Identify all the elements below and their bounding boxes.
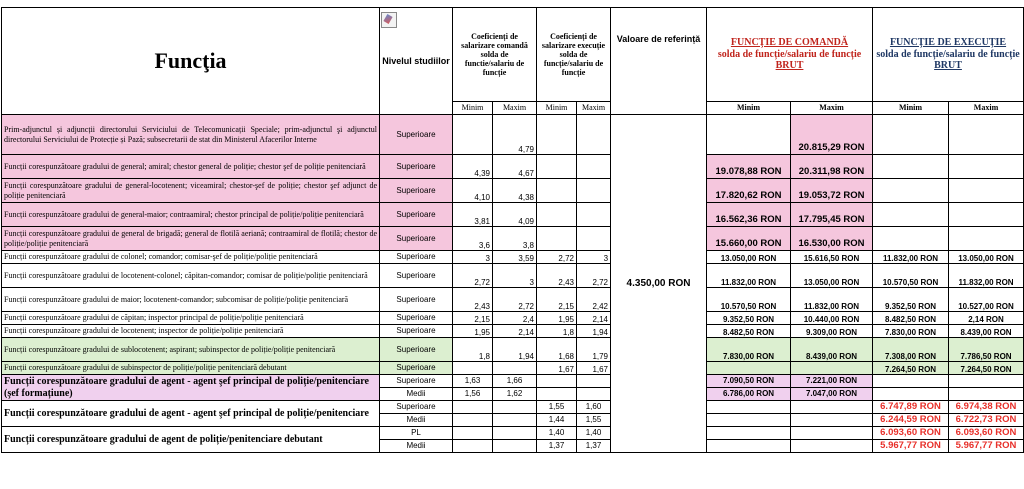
- table-row: [2, 338, 1024, 362]
- functia-cell: Funcții corespunzătoare gradului de subinspector de poliție/poliție penitenciară debutant: [2, 362, 380, 375]
- solda-comanda-min: 19.078,88 RON: [707, 155, 791, 179]
- solda-comanda-max: 20.311,98 RON: [791, 155, 873, 179]
- solda-executie-min: 7.830,00 RON: [873, 325, 949, 338]
- coef-executie-min: [537, 203, 577, 227]
- coef-comanda-max: 1,94: [493, 338, 537, 362]
- header-maxim: Maxim: [791, 102, 873, 115]
- coef-executie-max: [577, 227, 611, 251]
- header-maxim: Maxim: [577, 102, 611, 115]
- table-row: [2, 362, 1024, 375]
- coef-executie-max: 2,14: [577, 312, 611, 325]
- coef-comanda-min: 3,6: [453, 227, 493, 251]
- solda-comanda-max: 7.047,00 RON: [791, 388, 873, 401]
- solda-comanda-min: 8.482,50 RON: [707, 325, 791, 338]
- solda-executie-min: [873, 155, 949, 179]
- solda-executie-max: 2,14 RON: [949, 312, 1024, 325]
- studii-cell: Superioare: [380, 179, 453, 203]
- coef-executie-min: 2,43: [537, 264, 577, 288]
- studii-cell: Superioare: [380, 227, 453, 251]
- coef-executie-max: 2,72: [577, 264, 611, 288]
- studii-cell: Superioare: [380, 401, 453, 414]
- coef-executie-min: [537, 179, 577, 203]
- solda-executie-min: [873, 388, 949, 401]
- solda-comanda-max: 13.050,00 RON: [791, 264, 873, 288]
- table-row: [2, 325, 1024, 338]
- studii-cell: Superioare: [380, 288, 453, 312]
- coef-executie-min: 2,72: [537, 251, 577, 264]
- coef-comanda-max: [493, 362, 537, 375]
- solda-executie-min: 11.832,00 RON: [873, 251, 949, 264]
- coef-executie-max: [577, 203, 611, 227]
- solda-comanda-min: 17.820,62 RON: [707, 179, 791, 203]
- studii-cell: Superioare: [380, 325, 453, 338]
- coef-comanda-max: 3,8: [493, 227, 537, 251]
- solda-comanda-max: 8.439,00 RON: [791, 338, 873, 362]
- header-functie-comanda: [707, 8, 873, 102]
- solda-executie-min: 5.967,77 RON: [873, 440, 949, 453]
- header-coef-comanda: Coeficienți de salarizare comandă solda de functie/salariu de funcție: [453, 8, 537, 102]
- solda-executie-max: [949, 203, 1024, 227]
- solda-comanda-min: 13.050,00 RON: [707, 251, 791, 264]
- coef-executie-max: 1,60: [577, 401, 611, 414]
- header-coef-executie: Coeficienți de salarizare execuție solda de funcție/salariu de funcție: [537, 8, 611, 102]
- studii-cell: Superioare: [380, 362, 453, 375]
- solda-executie-min: [873, 179, 949, 203]
- coef-executie-max: [577, 388, 611, 401]
- table-row: [2, 375, 1024, 388]
- table-row: [2, 427, 1024, 440]
- coef-comanda-min: 1,8: [453, 338, 493, 362]
- solda-executie-max: 8.439,00 RON: [949, 325, 1024, 338]
- executie-brut: BRUT: [934, 60, 962, 72]
- valoare-referinta-cell: 4.350,00 RON: [611, 115, 707, 453]
- coef-comanda-min: 4,39: [453, 155, 493, 179]
- studii-cell: Medii: [380, 440, 453, 453]
- table-row: [2, 251, 1024, 264]
- solda-comanda-max: [791, 414, 873, 427]
- solda-executie-min: 6.244,59 RON: [873, 414, 949, 427]
- solda-executie-min: 7.264,50 RON: [873, 362, 949, 375]
- executie-sub: solda de funcție/salariu de funcție: [876, 48, 1020, 60]
- solda-executie-max: 10.527,00 RON: [949, 288, 1024, 312]
- table-row: [2, 401, 1024, 414]
- functia-cell: Funcții corespunzătoare gradului de agent - agent şef principal de poliție/penitenciare (şef formațiune): [2, 375, 380, 401]
- solda-executie-max: 7.264,50 RON: [949, 362, 1024, 375]
- solda-executie-max: 5.967,77 RON: [949, 440, 1024, 453]
- solda-executie-min: [873, 203, 949, 227]
- solda-executie-max: 6.722,73 RON: [949, 414, 1024, 427]
- solda-comanda-min: 9.352,50 RON: [707, 312, 791, 325]
- coef-executie-max: [577, 115, 611, 155]
- coef-executie-min: 1,95: [537, 312, 577, 325]
- coef-comanda-min: 1,56: [453, 388, 493, 401]
- table-row: [2, 155, 1024, 179]
- coef-comanda-max: 3: [493, 264, 537, 288]
- functia-cell: Funcții corespunzătoare gradului de locotenent; inspector de poliție/poliție penitenciară: [2, 325, 380, 338]
- solda-executie-max: 6.974,38 RON: [949, 401, 1024, 414]
- coef-comanda-min: [453, 115, 493, 155]
- studii-cell: Superioare: [380, 155, 453, 179]
- solda-comanda-min: 6.786,00 RON: [707, 388, 791, 401]
- solda-executie-min: 6.747,89 RON: [873, 401, 949, 414]
- coef-comanda-min: [453, 401, 493, 414]
- coef-executie-min: [537, 388, 577, 401]
- solda-executie-max: [949, 388, 1024, 401]
- coef-comanda-max: [493, 414, 537, 427]
- coef-executie-min: 1,40: [537, 427, 577, 440]
- functia-cell: Funcții corespunzătoare gradului de general; amiral; chestor general de poliție; chestor şef de poliție penitenciară: [2, 155, 380, 179]
- functia-cell: Funcții corespunzătoare gradului de locotenent-colonel; căpitan-comandor; comisar de poliție/poliție penitenciară: [2, 264, 380, 288]
- solda-comanda-min: [707, 362, 791, 375]
- functia-cell: Funcții corespunzătoare gradului de general-locotenent; viceamiral; chestor-şef de poliție; chestor şef adjunct de poliție penitenciară: [2, 179, 380, 203]
- coef-comanda-min: 3,81: [453, 203, 493, 227]
- coef-executie-max: [577, 179, 611, 203]
- solda-executie-max: [949, 227, 1024, 251]
- coef-executie-min: [537, 227, 577, 251]
- coef-comanda-max: [493, 401, 537, 414]
- header-minim: Minim: [537, 102, 577, 115]
- coef-executie-max: 1,94: [577, 325, 611, 338]
- functia-cell: Funcții corespunzătoare gradului de colonel; comandor; comisar-şef de poliție/poliție penitenciară: [2, 251, 380, 264]
- functia-cell: Funcții corespunzătoare gradului de general de brigadă; general de flotilă aeriană; contraamiral de flotilă; chestor de poliție/poliție penitenciară: [2, 227, 380, 251]
- coef-comanda-max: 4,09: [493, 203, 537, 227]
- functia-cell: Funcții corespunzătoare gradului de agent de poliție/penitenciare debutant: [2, 427, 380, 453]
- studii-cell: Superioare: [380, 375, 453, 388]
- solda-comanda-max: 20.815,29 RON: [791, 115, 873, 155]
- header-minim: Minim: [873, 102, 949, 115]
- solda-comanda-max: [791, 362, 873, 375]
- coef-executie-min: 2,15: [537, 288, 577, 312]
- functia-cell: Funcții corespunzătoare gradului de agent - agent şef principal de poliție/penitenciare: [2, 401, 380, 427]
- solda-executie-min: [873, 227, 949, 251]
- coef-executie-min: [537, 115, 577, 155]
- solda-comanda-min: [707, 115, 791, 155]
- header-nivel-studii: Nivelul studiilor: [380, 8, 453, 115]
- coef-executie-min: 1,37: [537, 440, 577, 453]
- solda-executie-max: 13.050,00 RON: [949, 251, 1024, 264]
- salary-table: [1, 7, 1024, 453]
- solda-executie-min: 9.352,50 RON: [873, 288, 949, 312]
- coef-comanda-max: 3,59: [493, 251, 537, 264]
- coef-comanda-max: 4,38: [493, 179, 537, 203]
- solda-comanda-max: 9.309,00 RON: [791, 325, 873, 338]
- coef-comanda-min: [453, 414, 493, 427]
- comanda-title: FUNCŢIE DE COMANDĂ: [730, 37, 849, 49]
- coef-comanda-min: [453, 427, 493, 440]
- header-maxim: Maxim: [493, 102, 537, 115]
- solda-executie-min: [873, 375, 949, 388]
- solda-comanda-min: 7.830,00 RON: [707, 338, 791, 362]
- studii-cell: Medii: [380, 414, 453, 427]
- table-row: [2, 179, 1024, 203]
- functia-cell: Funcții corespunzătoare gradului de general-maior; contraamiral; chestor principal de poliție/poliție penitenciară: [2, 203, 380, 227]
- studii-cell: Superioare: [380, 338, 453, 362]
- solda-executie-max: [949, 155, 1024, 179]
- coef-executie-max: 1,67: [577, 362, 611, 375]
- coef-executie-max: 2,42: [577, 288, 611, 312]
- coef-comanda-max: 2,4: [493, 312, 537, 325]
- coef-comanda-max: 4,79: [493, 115, 537, 155]
- functia-cell: Prim-adjunctul și adjuncții directorului Serviciului de Telecomunicații Speciale; prim-adjunctul şi adjunctul directorului Serviciului de Protecție și Pază; subsecretarii de stat din Ministerul Afacerilor Interne: [2, 115, 380, 155]
- comanda-brut: BRUT: [775, 60, 804, 72]
- studii-cell: Superioare: [380, 264, 453, 288]
- table-row: [2, 312, 1024, 325]
- coef-comanda-min: 2,72: [453, 264, 493, 288]
- coef-executie-min: 1,55: [537, 401, 577, 414]
- solda-executie-min: 6.093,60 RON: [873, 427, 949, 440]
- coef-comanda-min: 2,15: [453, 312, 493, 325]
- solda-comanda-min: [707, 414, 791, 427]
- table-row: [2, 227, 1024, 251]
- coef-comanda-min: [453, 440, 493, 453]
- studii-cell: PL: [380, 427, 453, 440]
- solda-comanda-min: 11.832,00 RON: [707, 264, 791, 288]
- solda-executie-min: 8.482,50 RON: [873, 312, 949, 325]
- studii-cell: Superioare: [380, 115, 453, 155]
- functia-cell: Funcții corespunzătoare gradului de căpitan; inspector principal de poliție/poliție penitenciară: [2, 312, 380, 325]
- coef-comanda-min: 3: [453, 251, 493, 264]
- functia-cell: Funcții corespunzătoare gradului de sublocotenent; aspirant; subinspector de poliție/poliție penitenciară: [2, 338, 380, 362]
- studii-cell: Superioare: [380, 251, 453, 264]
- solda-comanda-max: 19.053,72 RON: [791, 179, 873, 203]
- coef-executie-max: 1,37: [577, 440, 611, 453]
- studii-cell: Superioare: [380, 312, 453, 325]
- header-functie-executie: [873, 8, 1024, 102]
- solda-comanda-max: [791, 440, 873, 453]
- header-minim: Minim: [707, 102, 791, 115]
- table-row: [2, 264, 1024, 288]
- coef-executie-min: 1,67: [537, 362, 577, 375]
- header-functia: Funcţia: [2, 8, 380, 115]
- coef-executie-min: 1,44: [537, 414, 577, 427]
- table-row: [2, 203, 1024, 227]
- solda-comanda-max: 10.440,00 RON: [791, 312, 873, 325]
- header-maxim: Maxim: [949, 102, 1024, 115]
- solda-comanda-max: 17.795,45 RON: [791, 203, 873, 227]
- coef-comanda-max: [493, 427, 537, 440]
- solda-comanda-max: [791, 401, 873, 414]
- coef-comanda-max: 1,66: [493, 375, 537, 388]
- coef-comanda-max: 1,62: [493, 388, 537, 401]
- comanda-sub: solda de funcție/salariu de funcție: [717, 48, 862, 60]
- coef-comanda-max: 2,14: [493, 325, 537, 338]
- coef-executie-max: 3: [577, 251, 611, 264]
- coef-comanda-min: 2,43: [453, 288, 493, 312]
- solda-comanda-min: 7.090,50 RON: [707, 375, 791, 388]
- coef-executie-max: 1,79: [577, 338, 611, 362]
- table-row: [2, 115, 1024, 155]
- coef-executie-min: [537, 375, 577, 388]
- coef-executie-max: 1,55: [577, 414, 611, 427]
- header-minim: Minim: [453, 102, 493, 115]
- solda-executie-max: [949, 375, 1024, 388]
- coef-comanda-max: [493, 440, 537, 453]
- solda-comanda-min: 10.570,50 RON: [707, 288, 791, 312]
- solda-executie-max: [949, 179, 1024, 203]
- solda-executie-max: 6.093,60 RON: [949, 427, 1024, 440]
- coef-executie-max: 1,40: [577, 427, 611, 440]
- coef-comanda-min: 4,10: [453, 179, 493, 203]
- solda-comanda-max: 7.221,00 RON: [791, 375, 873, 388]
- solda-executie-min: 7.308,00 RON: [873, 338, 949, 362]
- coef-executie-min: [537, 155, 577, 179]
- coef-executie-min: 1,8: [537, 325, 577, 338]
- solda-comanda-min: 16.562,36 RON: [707, 203, 791, 227]
- coef-executie-max: [577, 155, 611, 179]
- solda-comanda-min: [707, 440, 791, 453]
- solda-comanda-min: [707, 427, 791, 440]
- coef-executie-max: [577, 375, 611, 388]
- studii-cell: Medii: [380, 388, 453, 401]
- table-row: [2, 288, 1024, 312]
- solda-comanda-max: [791, 427, 873, 440]
- solda-executie-max: [949, 115, 1024, 155]
- studii-cell: Superioare: [380, 203, 453, 227]
- solda-comanda-max: 11.832,00 RON: [791, 288, 873, 312]
- solda-executie-max: 7.786,50 RON: [949, 338, 1024, 362]
- solda-comanda-min: [707, 401, 791, 414]
- solda-comanda-max: 15.616,50 RON: [791, 251, 873, 264]
- coef-comanda-min: 1,95: [453, 325, 493, 338]
- solda-executie-min: 10.570,50 RON: [873, 264, 949, 288]
- coef-comanda-max: 2,72: [493, 288, 537, 312]
- coef-executie-min: 1,68: [537, 338, 577, 362]
- executie-title: FUNCŢIE DE EXECUŢIE: [889, 37, 1007, 49]
- solda-comanda-max: 16.530,00 RON: [791, 227, 873, 251]
- solda-comanda-min: 15.660,00 RON: [707, 227, 791, 251]
- coef-comanda-min: [453, 362, 493, 375]
- coef-comanda-min: 1,63: [453, 375, 493, 388]
- header-valoare-referinta: Valoare de referință: [611, 8, 707, 115]
- solda-executie-min: [873, 115, 949, 155]
- functia-cell: Funcții corespunzătoare gradului de maior; locotenent-comandor; subcomisar de poliție/poliție penitenciară: [2, 288, 380, 312]
- solda-executie-max: 11.832,00 RON: [949, 264, 1024, 288]
- coef-comanda-max: 4,67: [493, 155, 537, 179]
